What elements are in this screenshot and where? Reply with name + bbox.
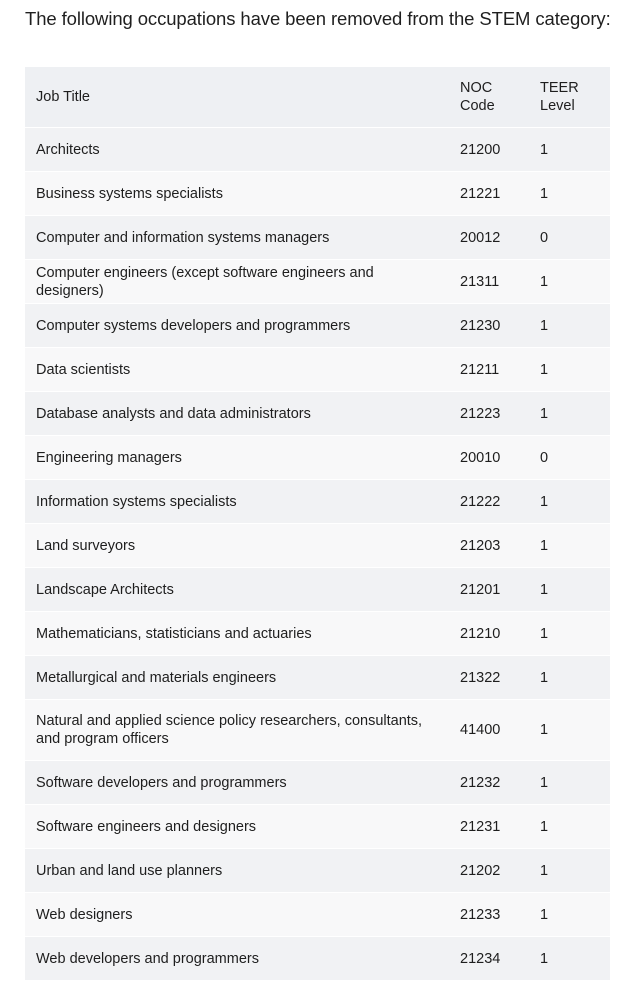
teer-level-cell: 1 [529, 392, 610, 436]
occupations-table [25, 67, 610, 981]
noc-code-cell: 21201 [449, 568, 529, 612]
noc-code-cell: 21223 [449, 392, 529, 436]
stem-removed-table [25, 67, 610, 981]
job-title-cell: Database analysts and data administrators [25, 392, 449, 436]
job-title-cell: Computer engineers (except software engineers and designers) [25, 260, 449, 304]
job-title-cell: Information systems specialists [25, 480, 449, 524]
noc-code-cell: 20010 [449, 436, 529, 480]
teer-level-cell: 1 [529, 656, 610, 700]
job-title-cell: Software engineers and designers [25, 805, 449, 849]
job-title-cell: Computer systems developers and programmers [25, 304, 449, 348]
teer-level-cell: 1 [529, 805, 610, 849]
noc-code-cell: 21222 [449, 480, 529, 524]
noc-code-cell: 21311 [449, 260, 529, 304]
teer-level-cell: 1 [529, 612, 610, 656]
job-title-cell: Urban and land use planners [25, 849, 449, 893]
table-header-row [25, 67, 610, 128]
noc-code-cell: 21210 [449, 612, 529, 656]
noc-code-cell: 21322 [449, 656, 529, 700]
table-row [25, 172, 610, 216]
table-row [25, 216, 610, 260]
job-title-cell: Mathematicians, statisticians and actuaries [25, 612, 449, 656]
noc-code-cell: 21200 [449, 128, 529, 172]
teer-level-cell: 1 [529, 700, 610, 761]
job-title-cell: Land surveyors [25, 524, 449, 568]
noc-code-cell: 21202 [449, 849, 529, 893]
job-title-cell: Natural and applied science policy researchers, consultants, and program officers [25, 700, 449, 761]
noc-code-cell: 21231 [449, 805, 529, 849]
table-row [25, 392, 610, 436]
job-title-cell: Web designers [25, 893, 449, 937]
teer-level-cell: 1 [529, 524, 610, 568]
job-title-cell: Business systems specialists [25, 172, 449, 216]
table-row [25, 656, 610, 700]
table-row [25, 805, 610, 849]
table-row [25, 761, 610, 805]
intro-text: The following occupations have been removed from the STEM category: [25, 8, 611, 29]
job-title-cell: Web developers and programmers [25, 937, 449, 981]
table-row [25, 700, 610, 761]
header-job-title: Job Title [25, 67, 449, 128]
teer-level-cell: 1 [529, 348, 610, 392]
header-teer-level: TEER Level [529, 67, 610, 128]
teer-level-cell: 1 [529, 304, 610, 348]
table-row [25, 348, 610, 392]
noc-code-cell: 20012 [449, 216, 529, 260]
teer-level-cell: 1 [529, 128, 610, 172]
table-row [25, 304, 610, 348]
table-row [25, 849, 610, 893]
table-row [25, 480, 610, 524]
job-title-cell: Architects [25, 128, 449, 172]
teer-level-cell: 1 [529, 568, 610, 612]
table-row [25, 612, 610, 656]
teer-level-cell: 0 [529, 216, 610, 260]
noc-code-cell: 21203 [449, 524, 529, 568]
teer-level-cell: 0 [529, 436, 610, 480]
noc-code-cell: 21232 [449, 761, 529, 805]
noc-code-cell: 21234 [449, 937, 529, 981]
job-title-cell: Engineering managers [25, 436, 449, 480]
noc-code-cell: 21233 [449, 893, 529, 937]
teer-level-cell: 1 [529, 172, 610, 216]
table-row [25, 937, 610, 981]
teer-level-cell: 1 [529, 480, 610, 524]
header-noc-code: NOC Code [449, 67, 529, 128]
job-title-cell: Data scientists [25, 348, 449, 392]
teer-level-cell: 1 [529, 849, 610, 893]
job-title-cell: Computer and information systems managers [25, 216, 449, 260]
teer-level-cell: 1 [529, 260, 610, 304]
table-row [25, 524, 610, 568]
table-row [25, 436, 610, 480]
table-row [25, 568, 610, 612]
noc-code-cell: 21221 [449, 172, 529, 216]
table-row [25, 893, 610, 937]
teer-level-cell: 1 [529, 893, 610, 937]
table-row [25, 128, 610, 172]
job-title-cell: Software developers and programmers [25, 761, 449, 805]
table-row [25, 260, 610, 304]
teer-level-cell: 1 [529, 761, 610, 805]
teer-level-cell: 1 [529, 937, 610, 981]
noc-code-cell: 21211 [449, 348, 529, 392]
noc-code-cell: 41400 [449, 700, 529, 761]
job-title-cell: Landscape Architects [25, 568, 449, 612]
job-title-cell: Metallurgical and materials engineers [25, 656, 449, 700]
noc-code-cell: 21230 [449, 304, 529, 348]
